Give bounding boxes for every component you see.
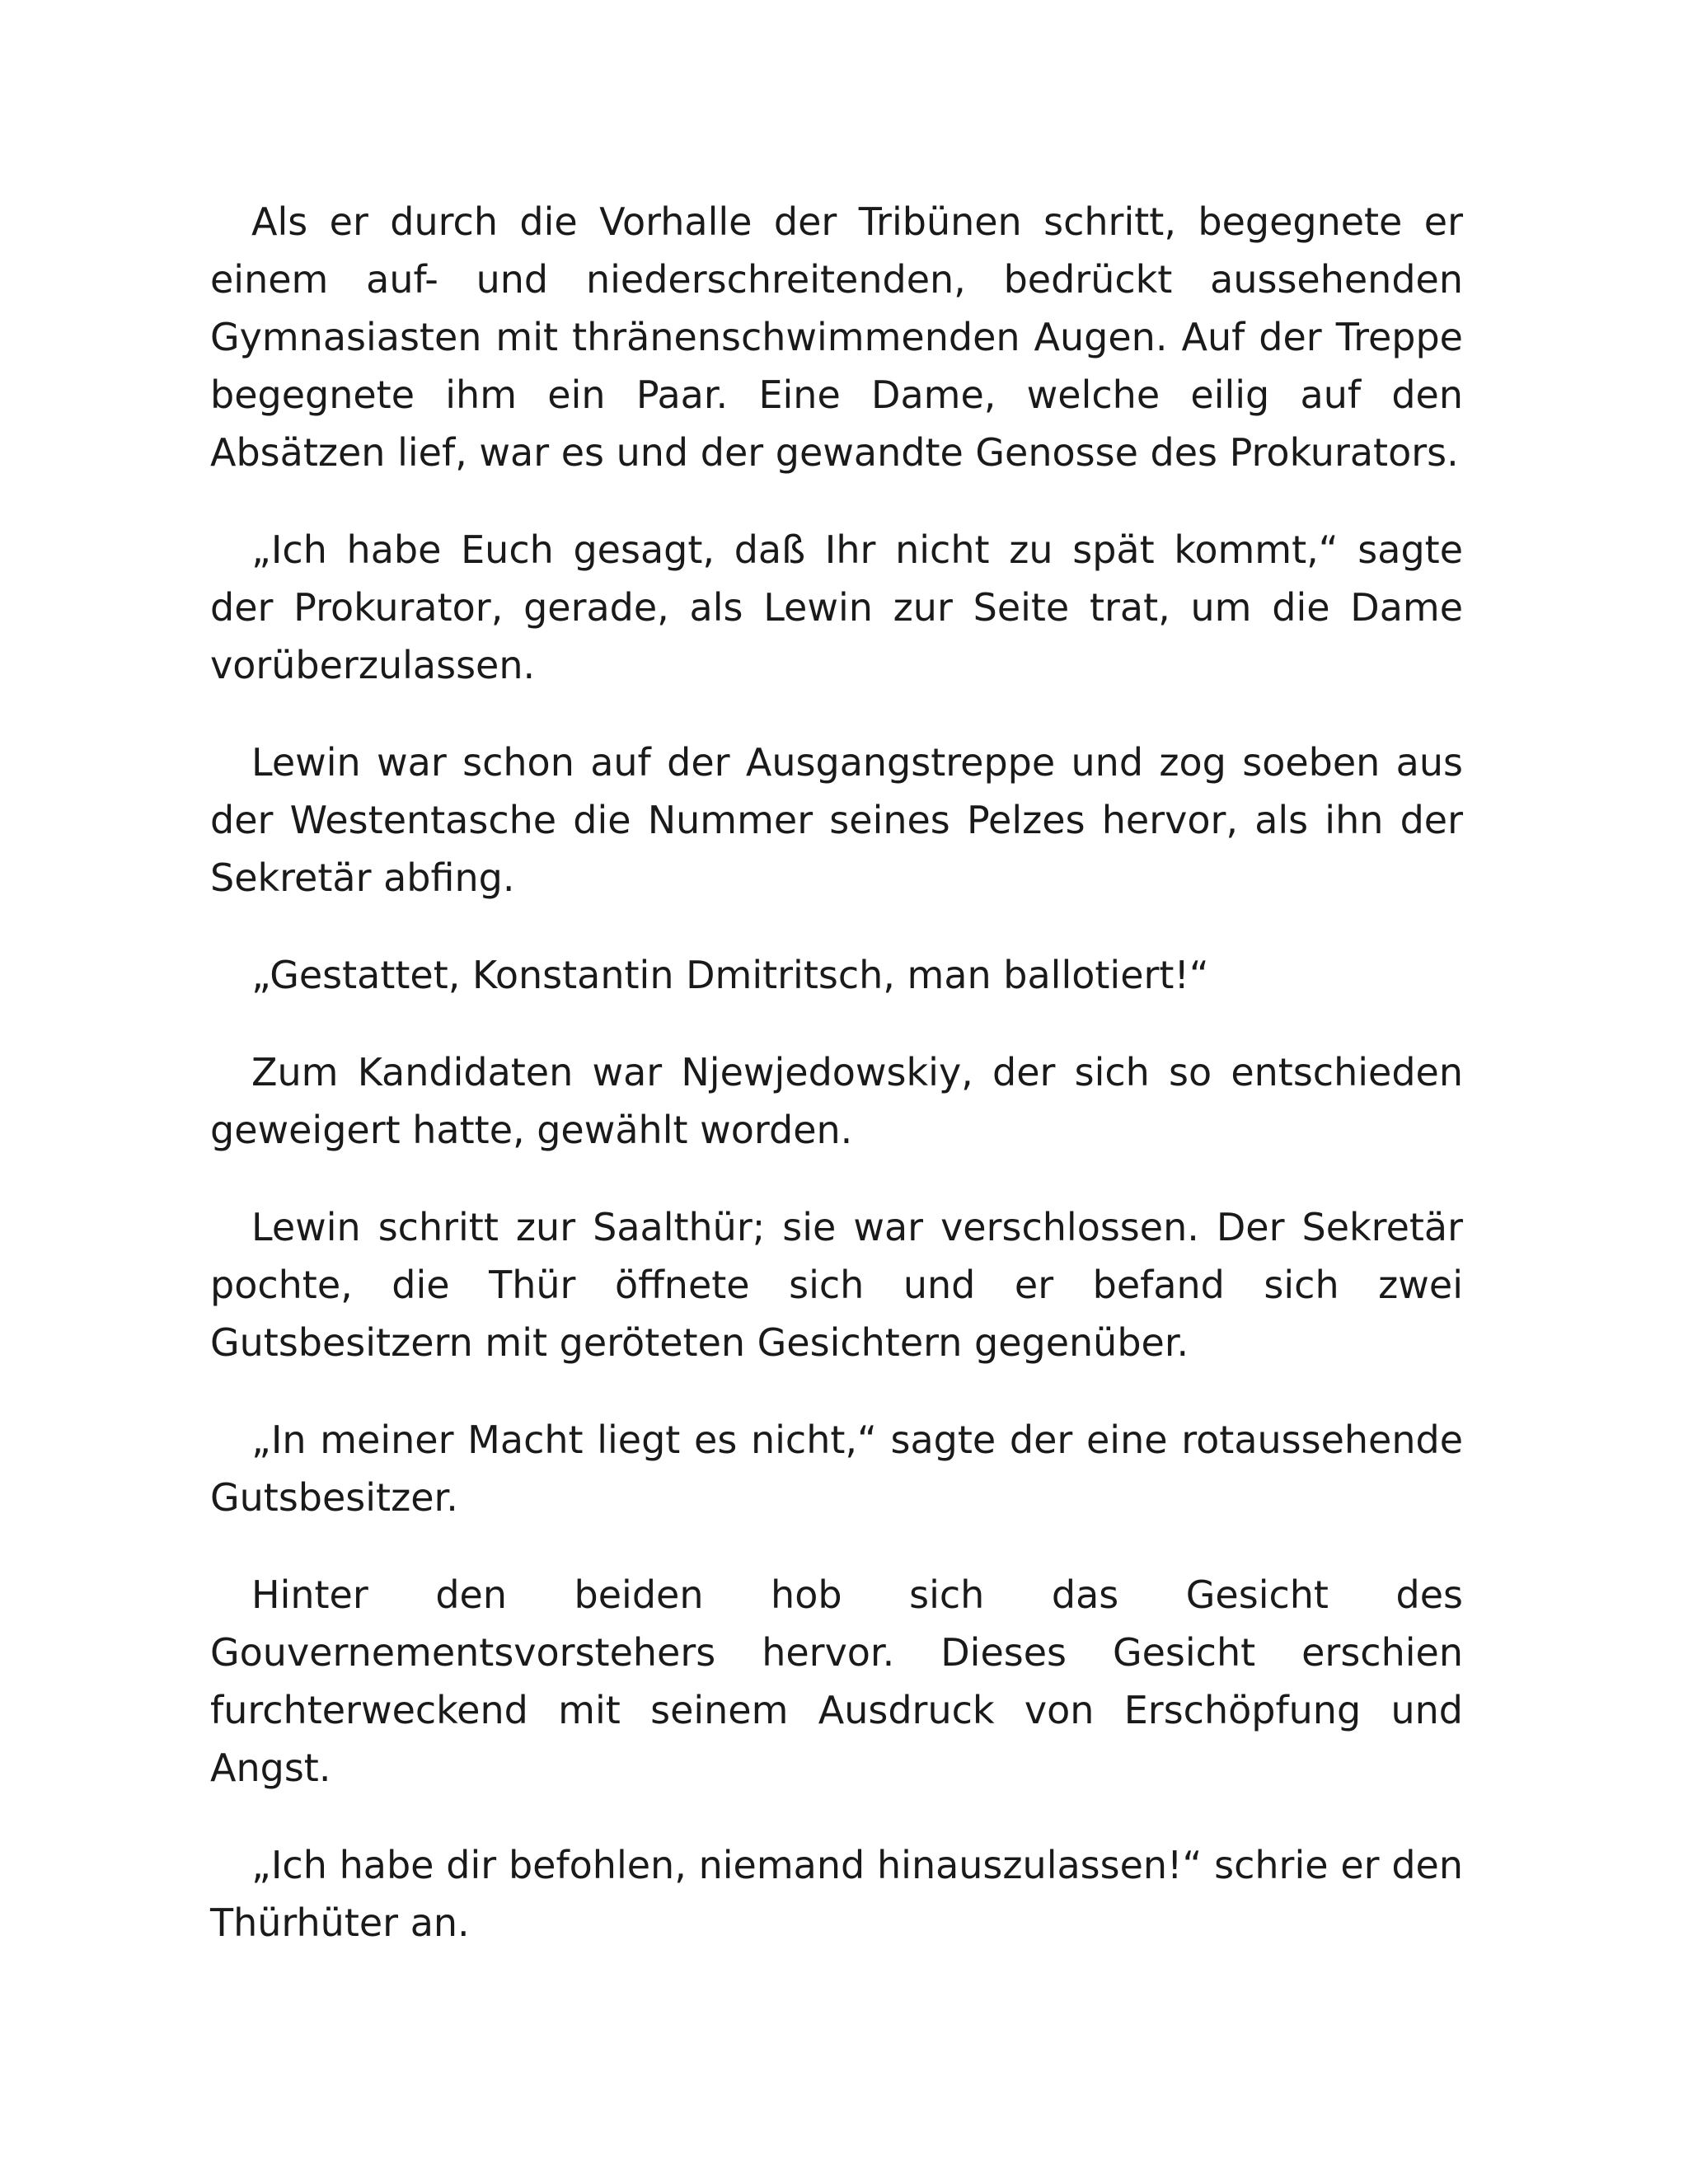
paragraph-6: Lewin schritt zur Saalthür; sie war verschlossen. Der Sekretär pochte, die Thür öffnete sich und er befand sich zwei Gutsbesitzern mit geröteten Gesichtern gegenüber. bbox=[210, 1205, 1463, 1365]
paragraph-9: „Ich habe dir befohlen, niemand hinauszulassen!“ schrie er den Thürhüter an. bbox=[210, 1843, 1463, 1945]
paragraph-5: Zum Kandidaten war Njewjedowskiy, der sich so entschieden geweigert hatte, gewählt worden. bbox=[210, 1050, 1463, 1152]
paragraph-1: Als er durch die Vorhalle der Tribünen schritt, begegnete er einem auf- und niederschreitenden, bedrückt aussehenden Gymnasiasten mit thränenschwimmenden Augen. Auf der Treppe begegnete ihm ein Paar. Eine Dame, welche eilig auf den Absätzen lief, war es und der gewandte Genosse des Prokurators. bbox=[210, 199, 1463, 475]
document-page bbox=[210, 193, 1463, 1991]
paragraph-8: Hinter den beiden hob sich das Gesicht des Gouvernementsvorstehers hervor. Dieses Gesicht erschien furchterweckend mit seinem Ausdruck von Erschöpfung und Angst. bbox=[210, 1572, 1463, 1790]
paragraph-7: „In meiner Macht liegt es nicht,“ sagte der eine rotaussehende Gutsbesitzer. bbox=[210, 1418, 1463, 1520]
paragraph-2: „Ich habe Euch gesagt, daß Ihr nicht zu spät kommt,“ sagte der Prokurator, gerade, als Lewin zur Seite trat, um die Dame vorüberzulassen. bbox=[210, 527, 1463, 687]
paragraph-3: Lewin war schon auf der Ausgangstreppe und zog soeben aus der Westentasche die Nummer seines Pelzes hervor, als ihn der Sekretär abfing. bbox=[210, 740, 1463, 900]
paragraph-4: „Gestattet, Konstantin Dmitritsch, man ballotiert!“ bbox=[251, 953, 1209, 997]
